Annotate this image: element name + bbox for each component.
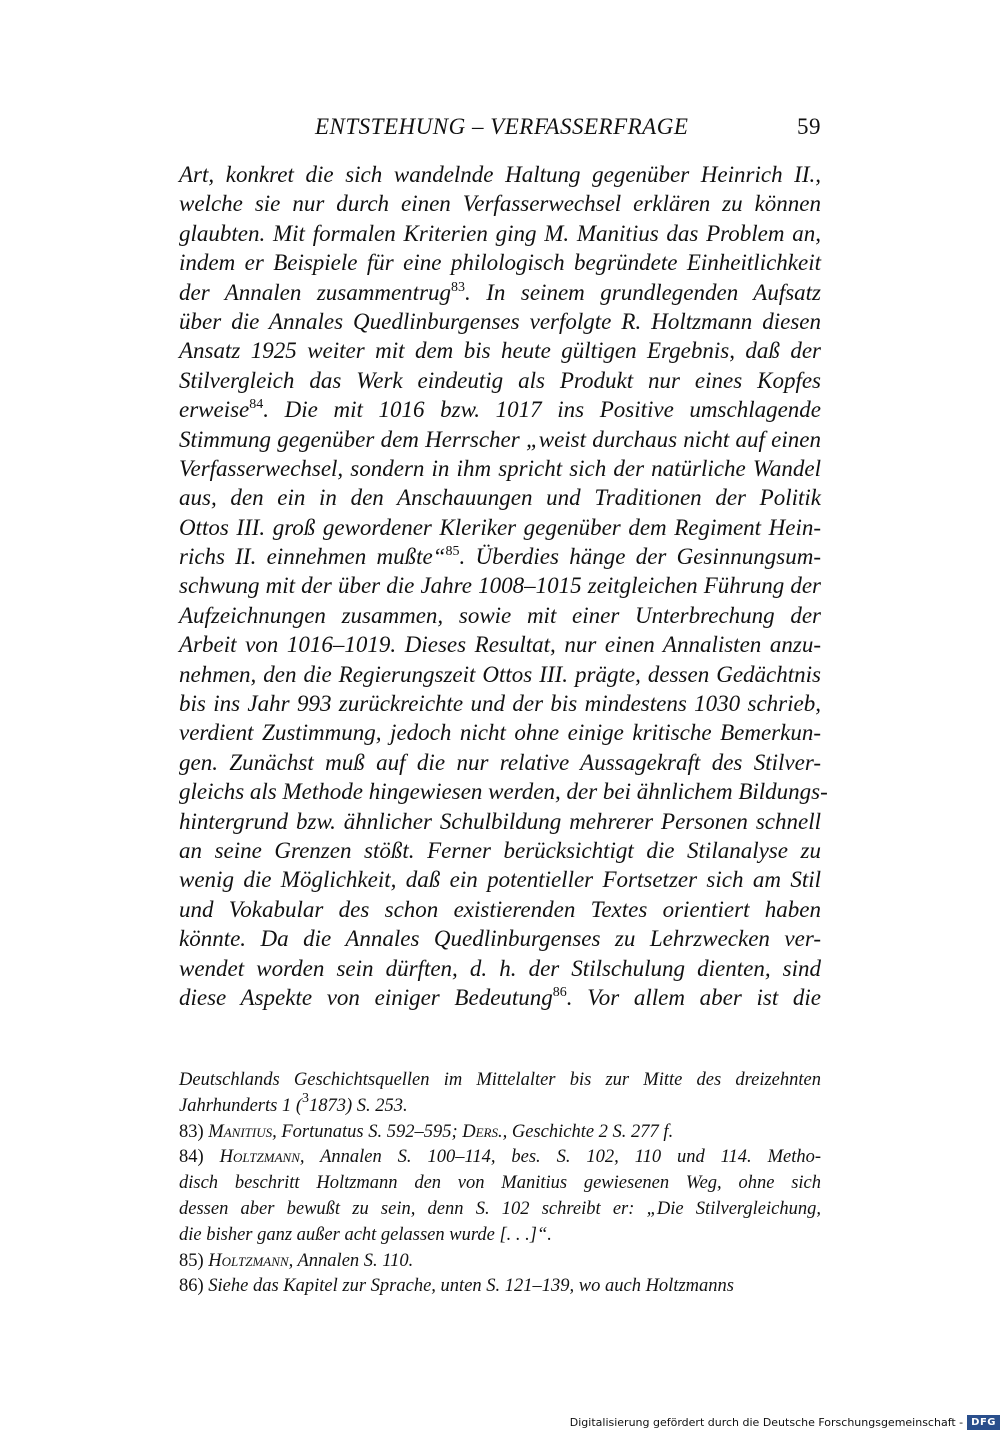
footnote-reference: 86: [552, 984, 567, 1000]
body-line: glaubten. Mit formalen Kriterien ging M. Manitius das Problem an,: [179, 220, 821, 246]
author-name: Holtzmann: [219, 1147, 300, 1168]
body-line: Stilvergleich das Werk eindeutig als Produkt nur eines Kopfes: [179, 367, 821, 393]
body-line: Verfasserwechsel, sondern in ihm spricht sich der natürliche Wandel: [179, 455, 821, 481]
body-line: diese Aspekte von einiger Bedeutung$^{86}$. Vor allem aber ist die: [179, 984, 821, 1010]
footnote-number: 85): [179, 1250, 204, 1271]
footnote-number: 86): [179, 1276, 204, 1297]
footnote-continuation-line: Jahrhunderts 1 ($^3$1873) S. 253.: [179, 1090, 408, 1116]
body-line: und Vokabular des schon existierenden Textes orientiert haben: [179, 896, 821, 922]
body-line: verdient Zustimmung, jedoch nicht ohne einige kritische Bemerkun-: [179, 720, 821, 746]
body-line: Ansatz 1925 weiter mit dem bis heute gültigen Ergebnis, daß der: [179, 338, 821, 364]
body-line: an seine Grenzen stößt. Ferner berücksichtigt die Stilanalyse zu: [179, 837, 821, 863]
body-line: Art, konkret die sich wandelnde Haltung gegenüber Heinrich II.,: [179, 162, 821, 187]
body-line: gen. Zunächst muß auf die nur relative Aussagekraft des Stilver-: [179, 749, 821, 775]
footnote-84-line: die bisher ganz außer acht gelassen wurde [. . .]“.: [179, 1224, 552, 1245]
body-line: erweise$^{84}$. Die mit 1016 bzw. 1017 ins Positive umschlagende: [179, 397, 821, 423]
body-line: Stimmung gegenüber dem Herrscher „weist durchaus nicht auf einen: [179, 426, 821, 452]
body-line: Arbeit von 1016–1019. Dieses Resultat, nur einen Annalisten anzu-: [179, 632, 821, 658]
footnotes: [179, 1068, 821, 1300]
body-line: richs II. einnehmen mußte“$^{85}$. Überdies hänge der Gesinnungsum-: [179, 544, 821, 570]
footnote-reference: 85: [445, 544, 460, 560]
body-line: welche sie nur durch einen Verfasserwechsel erklären zu können: [179, 191, 821, 217]
author-name: Manitius: [208, 1121, 273, 1142]
body-line: wendet worden sein dürften, d. h. der Stilschulung dienten, sind: [179, 955, 821, 981]
footnote-86: 86) Siehe das Kapitel zur Sprache, unten S. 121–139, wo auch Holtzmanns: [179, 1276, 734, 1297]
footnote-reference: 83: [451, 279, 466, 295]
running-title: ENTSTEHUNG – VERFASSERFRAGE: [315, 114, 689, 139]
footnote-84-line: dessen aber bewußt zu sein, denn S. 102 schreibt er: „Die Stilvergleichung,: [179, 1198, 821, 1219]
body-line: hintergrund bzw. ähnlicher Schulbildung mehrerer Personen schnell: [179, 808, 821, 834]
body-line: über die Annales Quedlinburgenses verfolgte R. Holtzmann diesen: [179, 308, 821, 334]
digitization-note: [570, 1413, 1000, 1431]
body-line: könnte. Da die Annales Quedlinburgenses zu Lehrzwecken ver-: [179, 926, 821, 952]
running-header: [179, 114, 821, 150]
digitization-text: Digitalisierung gefördert durch die Deutsche Forschungsgemeinschaft -: [569, 1415, 964, 1429]
body-line: schwung mit der über die Jahre 1008–1015 zeitgleichen Führung der: [179, 573, 821, 599]
footnote-number: 83): [179, 1121, 204, 1142]
body-line: nehmen, den die Regierungszeit Ottos III. prägte, dessen Gedächtnis: [179, 661, 821, 687]
footnote-number: 84): [179, 1147, 204, 1168]
footnote-83: 83) Manitius, Fortunatus S. 592–595; Ders., Geschichte 2 S. 277 f.: [179, 1121, 674, 1142]
body-line: aus, den ein in den Anschauungen und Traditionen der Politik: [179, 485, 821, 511]
body-line: der Annalen zusammentrug$^{83}$. In seinem grundlegenden Aufsatz: [179, 279, 822, 305]
footnote-84-line: disch beschritt Holtzmann den von Manitius gewiesenen Weg, ohne sich: [179, 1173, 821, 1194]
dfg-logo: DFG: [967, 1415, 1000, 1430]
footnote-84: 84) Holtzmann, Annalen S. 100–114, bes. S. 102, 110 und 114. Metho-: [179, 1147, 822, 1168]
body-line: gleichs als Methode hingewiesen werden, der bei ähnlichem Bildungs-: [179, 779, 828, 805]
body-line: bis ins Jahr 993 zurückreichte und der bis mindestens 1030 schrieb,: [179, 691, 821, 717]
body-text: [179, 160, 828, 1012]
body-line: Aufzeichnungen zusammen, sowie mit einer Unterbrechung der: [179, 602, 821, 628]
footnote-85: 85) Holtzmann, Annalen S. 110.: [179, 1250, 414, 1271]
body-line: Ottos III. groß gewordener Kleriker gegenüber dem Regiment Hein-: [179, 514, 821, 540]
footnote-continuation-line: Deutschlands Geschichtsquellen im Mittelalter bis zur Mitte des dreizehnten: [179, 1070, 821, 1090]
body-line: wenig die Möglichkeit, daß ein potentieller Fortsetzer sich am Stil: [179, 867, 821, 893]
author-name: Ders.: [462, 1121, 503, 1142]
body-line: indem er Beispiele für eine philologisch begründete Einheitlichkeit: [179, 250, 821, 276]
footnote-reference: 84: [249, 397, 264, 413]
page-number: 59: [797, 114, 821, 139]
author-name: Holtzmann: [208, 1250, 289, 1271]
